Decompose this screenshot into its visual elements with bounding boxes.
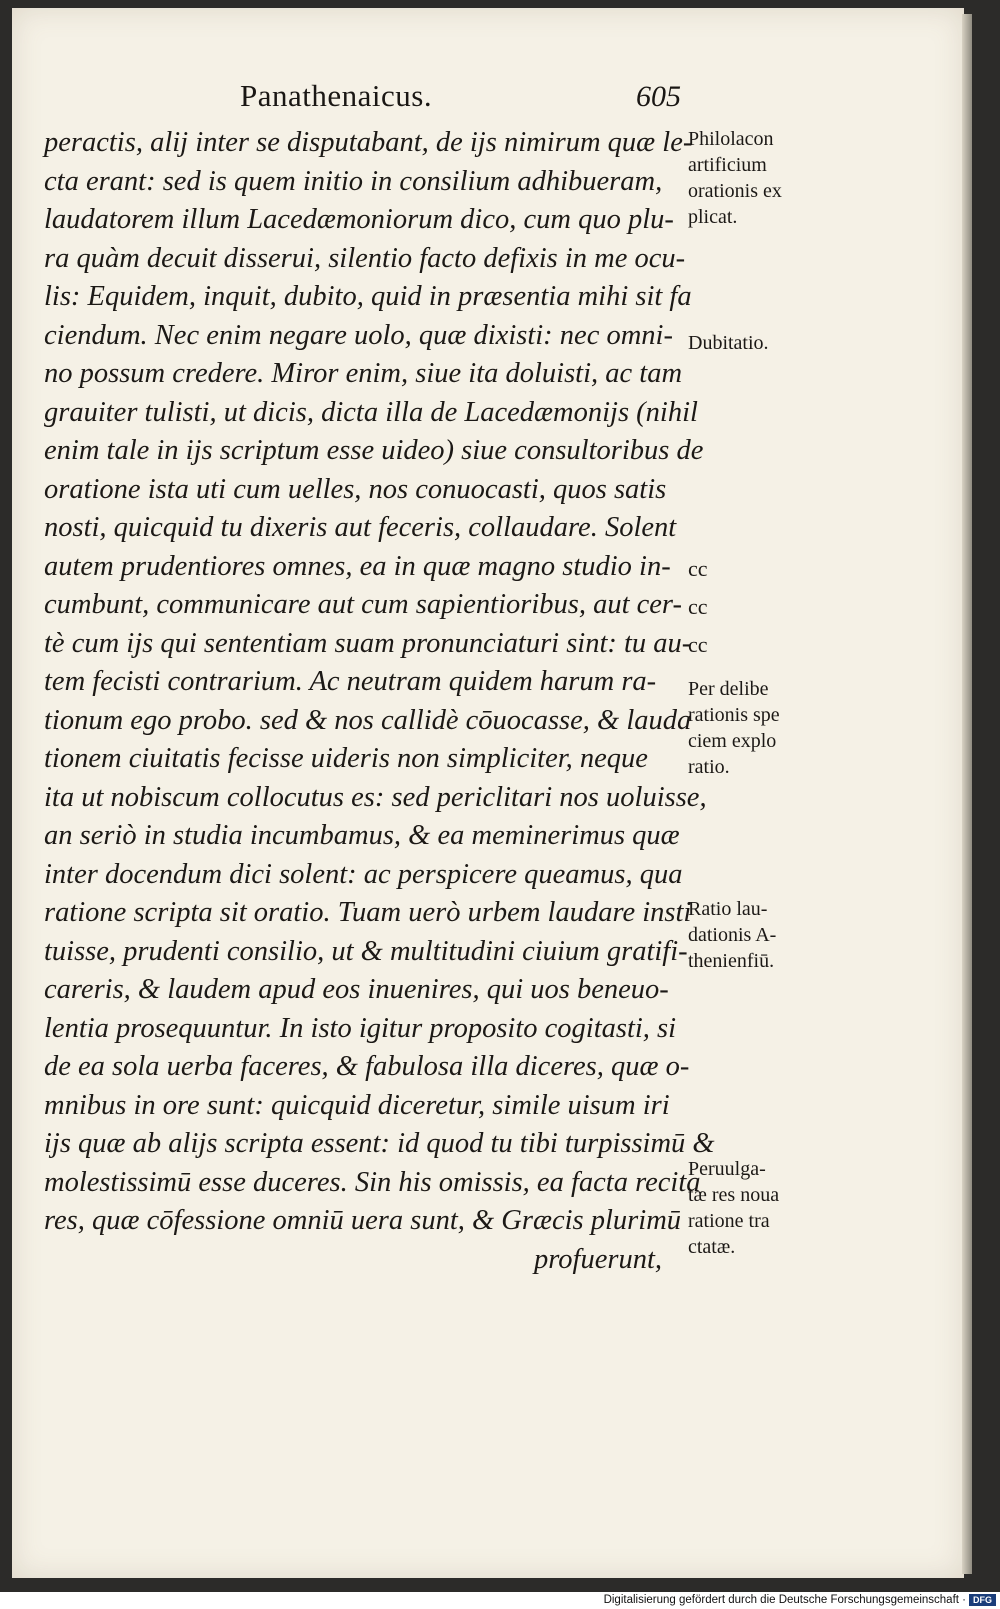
text-line: de ea sola uerba faceres, & fabulosa illa diceres, quæ o-	[44, 1051, 690, 1082]
text-line: ratione scripta sit oratio. Tuam uerò urbem laudare insti	[44, 897, 692, 928]
page-edge	[962, 14, 972, 1574]
text-line: no possum credere. Miror enim, siue ita doluisti, ac tam	[44, 358, 683, 389]
text-line: nosti, quicquid tu dixeris aut feceris, collaudare. Solent	[44, 512, 677, 543]
text-line: tionem ciuitatis fecisse uideris non simpliciter, neque	[44, 743, 648, 774]
text-line: tè cum ijs qui sententiam suam pronunciaturi sint: tu au-	[44, 627, 692, 659]
running-head: Panathenaicus.	[240, 78, 433, 113]
quote-mark: cc	[688, 632, 708, 657]
text-line: ita ut nobiscum collocutus es: sed periclitari nos uoluisse,	[44, 781, 707, 813]
margin-note-dubitatio: Dubitatio.	[688, 332, 769, 354]
text-line: inter docendum dici solent: ac perspicere queamus, qua	[44, 858, 683, 890]
text-line: enim tale in ijs scriptum esse uideo) siue consultoribus de	[44, 435, 704, 466]
text-line: tem fecisti contrarium. Ac neutram quidem harum ra-	[44, 666, 657, 697]
text-line: peractis, alij inter se disputabant, de ijs nimirum quæ le-	[44, 127, 693, 158]
text-line: tuisse, prudenti consilio, ut & multitudini ciuium gratifi-	[44, 935, 688, 967]
text-line: tionum ego probo. sed & nos callidè cōuocasse, & lauda	[44, 704, 692, 736]
catchword-line: profuerunt,	[534, 1243, 662, 1275]
text-line: mnibus in ore sunt: quicquid diceretur, simile uisum iri	[44, 1089, 670, 1121]
text-line: ra quàm decuit disserui, silentio facto defixis in me ocu-	[44, 242, 686, 274]
text-line: cumbunt, communicare aut cum sapientioribus, aut cer-	[44, 589, 682, 620]
text-line: lentia prosequuntur. In isto igitur proposito cogitasti, si	[44, 1012, 677, 1044]
text-line: ijs quæ ab alijs scripta essent: id quod tu tibi turpissimū &	[44, 1128, 715, 1159]
margin-note-philolacon: Philolacon artificium orationis ex plicat.	[688, 128, 782, 228]
text-line: careris, & laudem apud eos inuenires, qui uos beneuo-	[44, 974, 669, 1005]
text-line: an seriò in studia incumbamus, & ea meminerimus quæ	[44, 820, 680, 851]
text-line: cta erant: sed is quem initio in consilium adhibueram,	[44, 165, 663, 197]
page-number: 605	[636, 80, 681, 113]
margin-note-peruulgatae: Peruulga- tæ res noua ratione tra ctatæ.	[688, 1158, 780, 1258]
quote-mark: cc	[688, 556, 708, 581]
text-line: lis: Equidem, inquit, dubito, quid in præsentia mihi sit fa	[44, 281, 692, 312]
text-line: molestissimū esse duceres. Sin his omissis, ea facta recita	[44, 1166, 701, 1198]
funding-credit: Digitalisierung gefördert durch die Deutsche Forschungsgemeinschaft ·	[603, 1594, 966, 1606]
margin-note-ratio: Ratio lau- dationis A- thenienfiū.	[688, 898, 777, 972]
margin-note-deliberatio: Per delibe rationis spe ciem explo ratio.	[688, 678, 780, 778]
text-line: laudatorem illum Lacedæmoniorum dico, cum quo plu-	[44, 204, 674, 235]
text-line: oratione ista uti cum uelles, nos conuocasti, quos satis	[44, 473, 667, 505]
text-line: ciendum. Nec enim negare uolo, quæ dixisti: nec omni-	[44, 319, 673, 351]
text-line: autem prudentiores omnes, ea in quæ magno studio in-	[44, 550, 671, 582]
text-line: res, quæ cōfessione omniū uera sunt, & Græcis plurimū	[44, 1205, 682, 1236]
quote-mark: cc	[688, 594, 708, 619]
dfg-logo: DFG	[969, 1594, 996, 1606]
text-line: grauiter tulisti, ut dicis, dicta illa de Lacedæmonijs (nihil	[44, 396, 698, 428]
